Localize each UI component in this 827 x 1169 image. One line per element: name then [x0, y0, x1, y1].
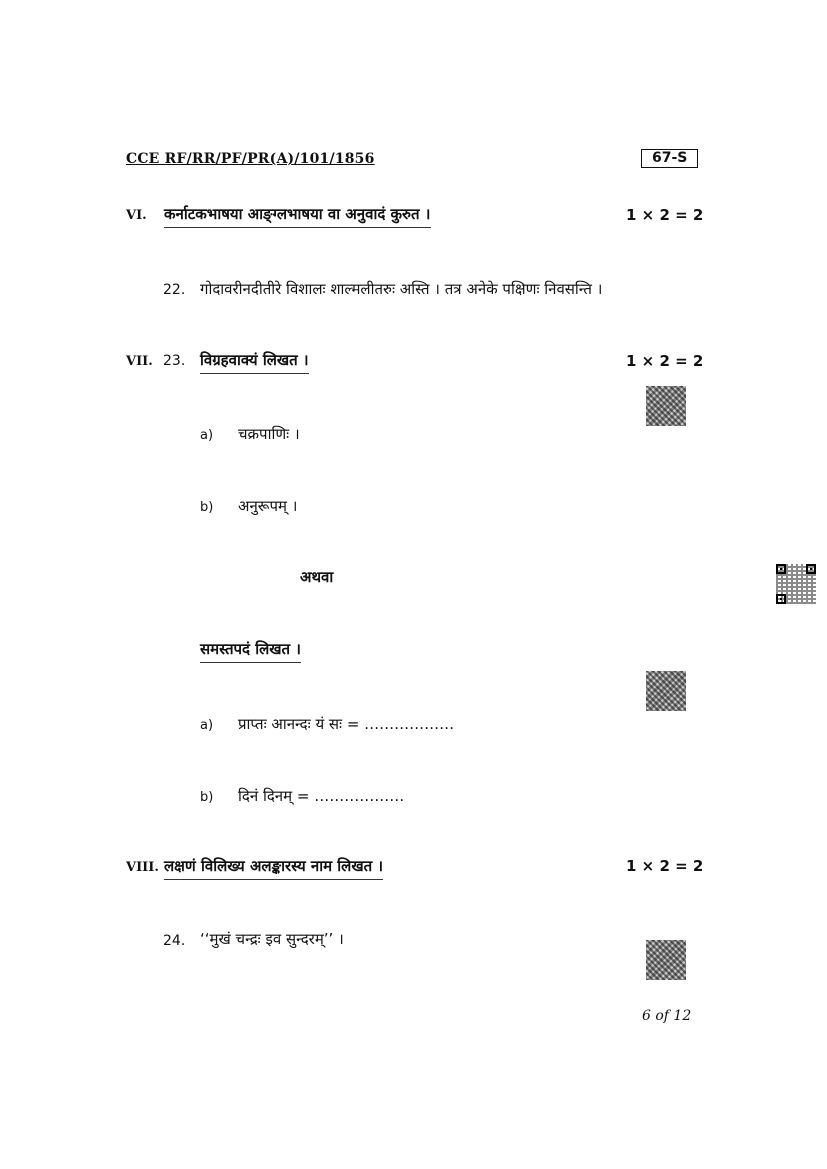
section-6-heading: कर्नाटकभाषया आङ्ग्लभाषया वा अनुवादं कुरुत । [164, 204, 431, 228]
section-6-marks: 1 × 2 = 2 [626, 206, 704, 224]
page-number: 6 of 12 [642, 1008, 692, 1024]
question-22-number: 22. [163, 282, 186, 298]
alt-option-a-text: प्राप्तः आनन्दः यं सः = ……………… [238, 715, 455, 733]
qr-code-large [776, 564, 816, 604]
paper-id-box: 67-S [641, 149, 698, 168]
section-7-number: VII. [126, 354, 153, 369]
q23-option-b-label: b) [200, 500, 214, 515]
section-8-marks: 1 × 2 = 2 [626, 857, 704, 875]
section-8-heading: लक्षणं विलिख्य अलङ्कारस्य नाम लिखत । [164, 856, 383, 880]
alt-option-b-text: दिनं दिनम् = ……………… [238, 787, 405, 805]
question-24-number: 24. [163, 933, 186, 949]
paper-code: CCE RF/RR/PF/PR(A)/101/1856 [126, 151, 375, 167]
section-7-marks: 1 × 2 = 2 [626, 352, 704, 370]
section-7-heading: विग्रहवाक्यं लिखत । [200, 350, 309, 374]
q23-option-b-text: अनुरूपम् । [238, 497, 298, 515]
or-separator: अथवा [300, 568, 334, 586]
alt-option-a-label: a) [200, 718, 214, 733]
qr-code-small-1 [646, 386, 686, 426]
question-22-text: गोदावरीनदीतीरे विशालः शाल्मलीतरुः अस्ति । तत्र अनेके पक्षिणः निवसन्ति । [200, 280, 603, 298]
qr-code-small-2 [646, 671, 686, 711]
section-8-number: VIII. [126, 860, 159, 875]
q23-option-a-text: चक्रपाणिः । [238, 425, 300, 443]
alt-heading: समस्तपदं लिखत । [200, 639, 301, 663]
question-24-text: ‘‘मुखं चन्द्रः इव सुन्दरम्’’ । [200, 930, 344, 948]
section-6-number: VI. [126, 208, 147, 223]
qr-code-small-3 [646, 940, 686, 980]
question-23-number: 23. [163, 353, 186, 369]
alt-option-b-label: b) [200, 790, 214, 805]
q23-option-a-label: a) [200, 428, 214, 443]
